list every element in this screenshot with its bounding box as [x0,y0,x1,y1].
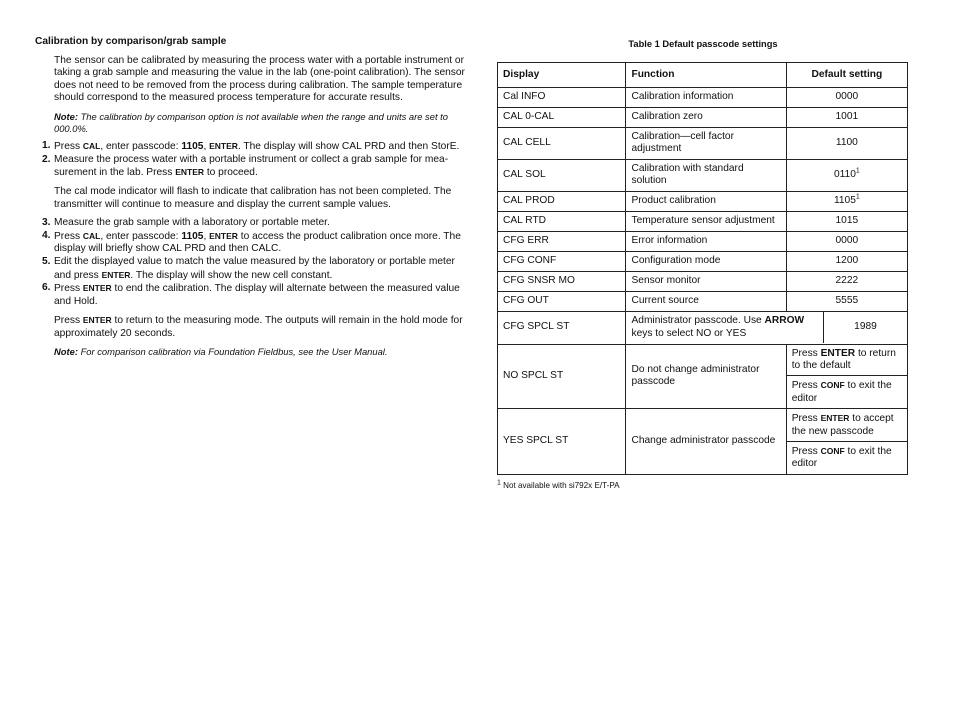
cell-display: CAL SOL [498,159,626,191]
cell-function: Current source [626,291,786,311]
steps-list-1 [35,140,469,180]
cell-action: Press CONF to exit the editor [786,442,907,475]
table-row [498,159,908,191]
table-header-row [498,63,908,88]
note-range-units: Note: The calibration by comparison option is not available when the range and units are set to 000.0%. [54,110,448,134]
cell-default: 0000 [786,88,907,108]
cell-display: CAL RTD [498,211,626,231]
cal-mode-paragraph: The cal mode indicator will flash to indicate that calibration has not been completed. The transmitter will continue to measure and display the current sample values. [54,185,452,210]
cell-default: 1015 [786,211,907,231]
cell-function: Sensor monitor [626,271,786,291]
return-paragraph: Press ENTER to return to the measuring mode. The outputs will remain in the hold mode for approximately 20 seconds. [54,315,463,339]
table-row [498,128,908,160]
footnote-marker: 1 [855,193,860,201]
cell-function: Calibration zero [626,108,786,128]
table-row [498,108,908,128]
step-1: 1. Press CAL, enter passcode: 1105, ENTER. The display will show CAL PRD and then StorE. [42,140,460,153]
cell-action: Press CONF to exit the editor [786,376,907,409]
note-fieldbus: Note: For comparison calibration via Foundation Fieldbus, see the User Manual. [54,346,388,358]
cell-default: 1200 [786,251,907,271]
table-row [498,311,908,344]
table-caption: Table 1 Default passcode settings [628,39,778,49]
step-6: 6. Press ENTER to end the calibration. The display will alternate between the measured value and Hold. [42,282,460,307]
table-row [498,251,908,271]
cell-function: Change administrator passcode [626,409,786,475]
cell-display: CAL PROD [498,191,626,211]
cell-default: 5555 [786,291,907,311]
cell-display: Cal INFO [498,88,626,108]
step-4: 4. Press CAL, enter passcode: 1105, ENTER to access the product calibration once more. The display will briefly show CAL PRD and then CALC. [42,229,461,255]
table-footnote: $^1$ Not available with si792x E/T-PA [497,479,620,490]
cell-default: 0000 [786,231,907,251]
cell-function: Administrator passcode. Use ARROW keys to select NO or YES [631,315,805,339]
cell-function: Do not change administrator passcode [626,344,786,409]
table-row [498,231,908,251]
table-row [498,211,908,231]
passcode-table [497,62,908,475]
cell-default: 1001 [786,108,907,128]
cell-function: Error information [626,231,786,251]
steps-list-2 [35,217,469,308]
header-default: Default setting [786,63,907,88]
header-function: Function [626,63,786,88]
footnote-marker: 1 [855,167,860,175]
step-3: 3. Measure the grab sample with a laboratory or portable meter. [42,217,330,229]
cell-display: CFG SPCL ST [498,311,626,344]
cell-function: Calibration information [626,88,786,108]
cell-default: 1105$^1$ [786,191,907,211]
cell-display: CAL 0-CAL [498,108,626,128]
cell-default: 1989 [823,312,907,343]
calibration-section [35,36,469,364]
cell-display: CFG CONF [498,251,626,271]
table-row [498,344,908,376]
step-5: 5. Edit the displayed value to match the value measured by the laboratory or portable meter and press ENTER. The display will show the new cell constant. [42,255,455,281]
cell-display: NO SPCL ST [498,344,626,409]
cell-display: CAL CELL [498,128,626,160]
cell-action: Press ENTER to return to the default [786,344,907,376]
table-row [498,291,908,311]
table-row [498,191,908,211]
passcode-table-section [497,36,909,490]
cell-action: Press ENTER to accept the new passcode [786,409,907,442]
cell-display: CFG SNSR MO [498,271,626,291]
cell-default: 1100 [786,128,907,160]
cell-display: YES SPCL ST [498,409,626,475]
cell-function: Calibration with standard solution [626,159,786,191]
cell-default: 0110$^1$ [786,159,907,191]
cell-function: Configuration mode [626,251,786,271]
section-heading: Calibration by comparison/grab sample [35,36,227,47]
cell-display: CFG OUT [498,291,626,311]
table-row [498,409,908,442]
cell-default: 2222 [786,271,907,291]
header-display: Display [498,63,626,88]
table-row [498,88,908,108]
cell-function: Calibration—cell factor adjustment [626,128,786,160]
table-row [498,271,908,291]
intro-paragraph: The sensor can be calibrated by measuring the process water with a portable instrument or taking a grab sample and measuring the value in the lab (one-point calibration). The sensor does not need to be removed from the process during calibration. The sample temperature should correspond to the measured process temperature for accurate results. [54,54,465,104]
cell-function: Temperature sensor adjustment [626,211,786,231]
cell-function: Product calibration [626,191,786,211]
step-2: 2. Measure the process water with a portable instrument or collect a grab sample for measurement in the lab. Press ENTER to proceed. [42,153,449,179]
cell-display: CFG ERR [498,231,626,251]
